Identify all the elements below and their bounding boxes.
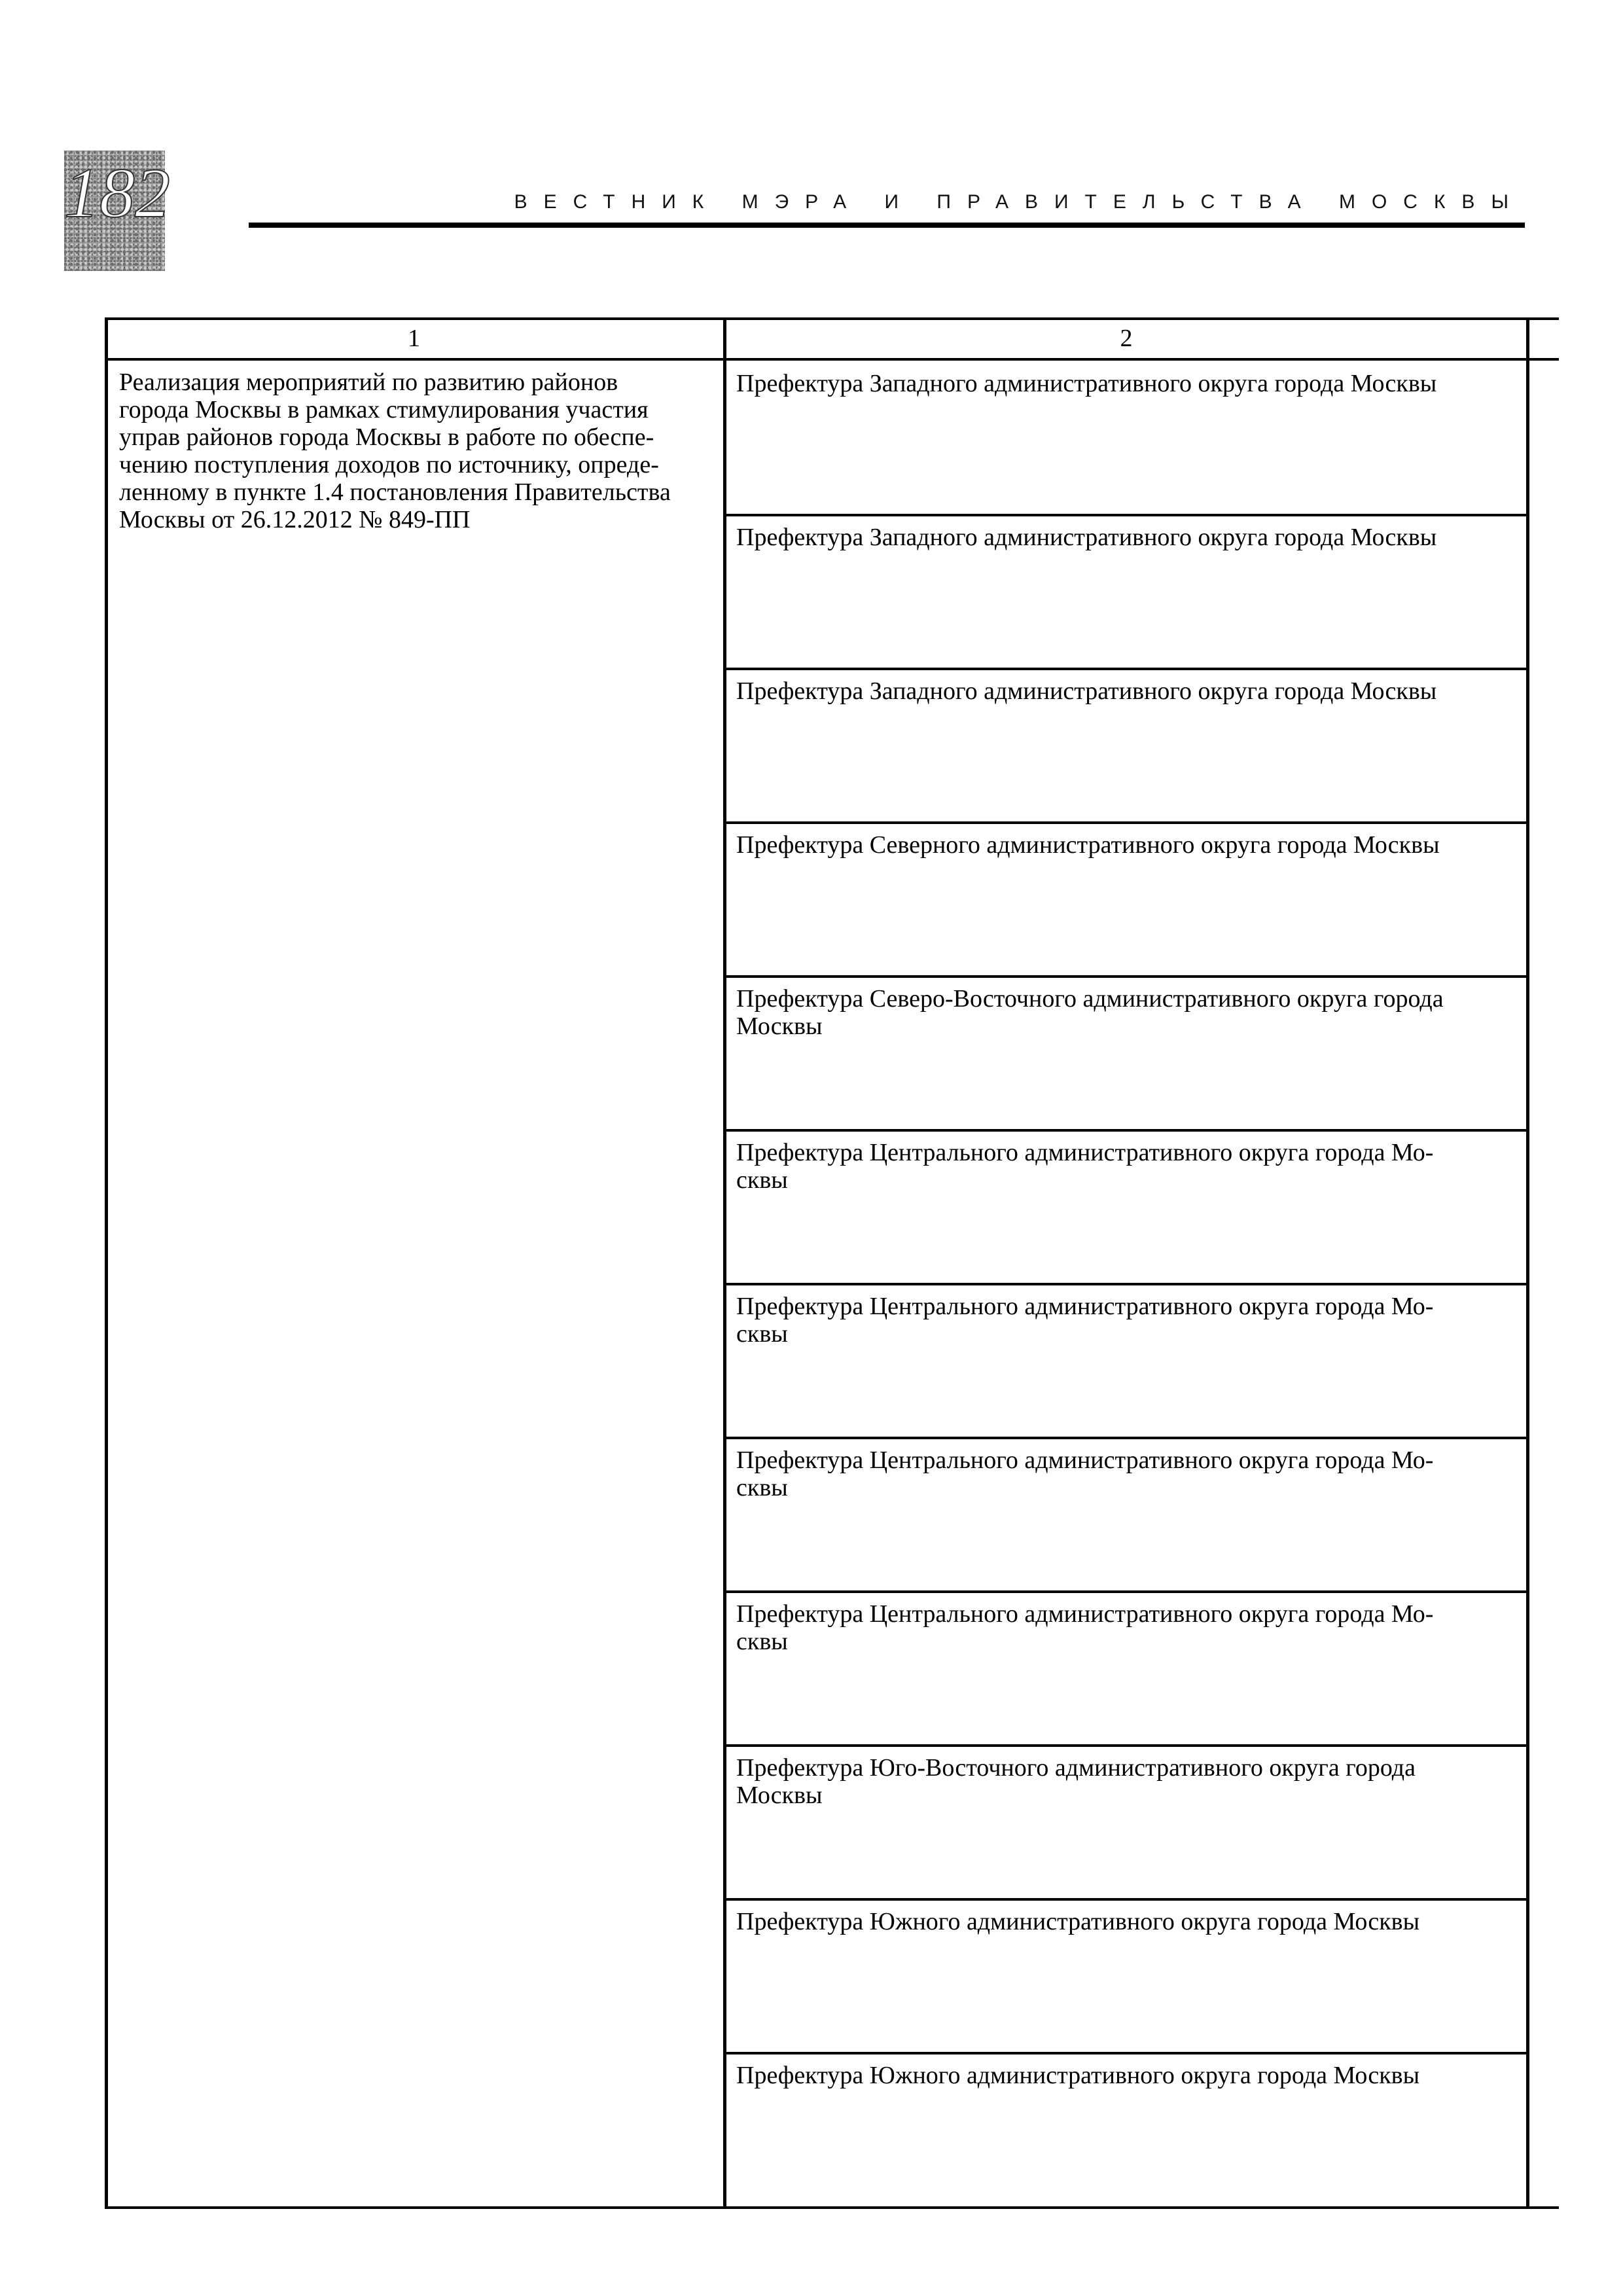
activity-description-line: чению поступления доходов по источнику, опреде-: [119, 451, 659, 478]
table-row: [736, 1754, 1489, 1809]
prefecture-name: Префектура Северного административного округа города Москвы: [736, 831, 1440, 859]
table-row: [736, 1600, 1489, 1655]
activity-description: [119, 368, 721, 533]
prefecture-name-cont: Москвы: [736, 1013, 823, 1040]
activity-description-line: Реализация мероприятий по развитию районов: [119, 368, 618, 396]
prefecture-name-cont: сквы: [736, 1474, 788, 1501]
prefecture-name-cont: сквы: [736, 1628, 788, 1655]
table-row: [736, 985, 1489, 1040]
prefecture-name: Префектура Западного административного округа города Москвы: [736, 524, 1437, 551]
activity-description-line: управ районов города Москвы в работе по обеспе-: [119, 423, 654, 451]
row-divider: [724, 975, 1527, 978]
header-rule: [249, 223, 1525, 228]
row-divider: [724, 1129, 1527, 1132]
page-number-badge: [64, 151, 170, 271]
table-row: [736, 370, 1489, 397]
table-row: [736, 1139, 1489, 1194]
column-header-2: 2: [1120, 325, 1133, 352]
prefecture-name: Префектура Западного административного округа города Москвы: [736, 370, 1437, 397]
row-divider: [724, 1437, 1527, 1439]
table-header-rule: [105, 358, 1559, 361]
table-row: [736, 1908, 1489, 1935]
table-column-divider: [1526, 317, 1529, 2209]
table-row: [736, 524, 1489, 551]
budget-table: [105, 317, 1559, 2209]
table-border-bottom: [105, 2206, 1559, 2209]
prefecture-name-cont: сквы: [736, 1166, 788, 1194]
prefecture-name: Префектура Южного административного округа города Москвы: [736, 1908, 1420, 1935]
row-divider: [724, 1590, 1527, 1593]
prefecture-name: Префектура Южного административного округа города Москвы: [736, 2062, 1420, 2089]
table-column-divider: [723, 317, 726, 2209]
prefecture-name-cont: сквы: [736, 1320, 788, 1348]
page-number: 182: [64, 154, 170, 232]
column-header-1: 1: [408, 325, 420, 352]
row-divider: [724, 514, 1527, 516]
row-divider: [724, 1283, 1527, 1285]
prefecture-name-cont: Москвы: [736, 1782, 823, 1809]
prefecture-name: Префектура Центрального административного округа города Мо-: [736, 1446, 1434, 1474]
running-head: ВЕСТНИК МЭРА И ПРАВИТЕЛЬСТВА МОСКВЫ: [514, 191, 1525, 213]
prefecture-name: Префектура Юго-Восточного административного округа города: [736, 1754, 1416, 1782]
table-row: [736, 1446, 1489, 1501]
activity-description-line: Москвы от 26.12.2012 № 849-ПП: [119, 506, 471, 533]
activity-description-line: города Москвы в рамках стимулирования участия: [119, 396, 649, 423]
row-divider: [724, 1744, 1527, 1747]
row-divider: [724, 668, 1527, 670]
table-row: [736, 677, 1489, 705]
prefecture-name: Префектура Западного административного округа города Москвы: [736, 677, 1437, 705]
table-border-left: [105, 317, 108, 2209]
row-divider: [724, 1898, 1527, 1901]
prefecture-name: Префектура Центрального административного округа города Мо-: [736, 1139, 1434, 1166]
row-divider: [724, 821, 1527, 824]
table-row: [736, 1293, 1489, 1348]
row-divider: [724, 2052, 1527, 2054]
activity-description-line: ленному в пункте 1.4 постановления Правительства: [119, 478, 671, 506]
prefecture-name: Префектура Северо-Восточного административного округа города: [736, 985, 1444, 1013]
table-row: [736, 831, 1489, 859]
table-row: [736, 2062, 1489, 2089]
prefecture-name: Префектура Центрального административного округа города Мо-: [736, 1600, 1434, 1628]
prefecture-name: Префектура Центрального административного округа города Мо-: [736, 1293, 1434, 1320]
